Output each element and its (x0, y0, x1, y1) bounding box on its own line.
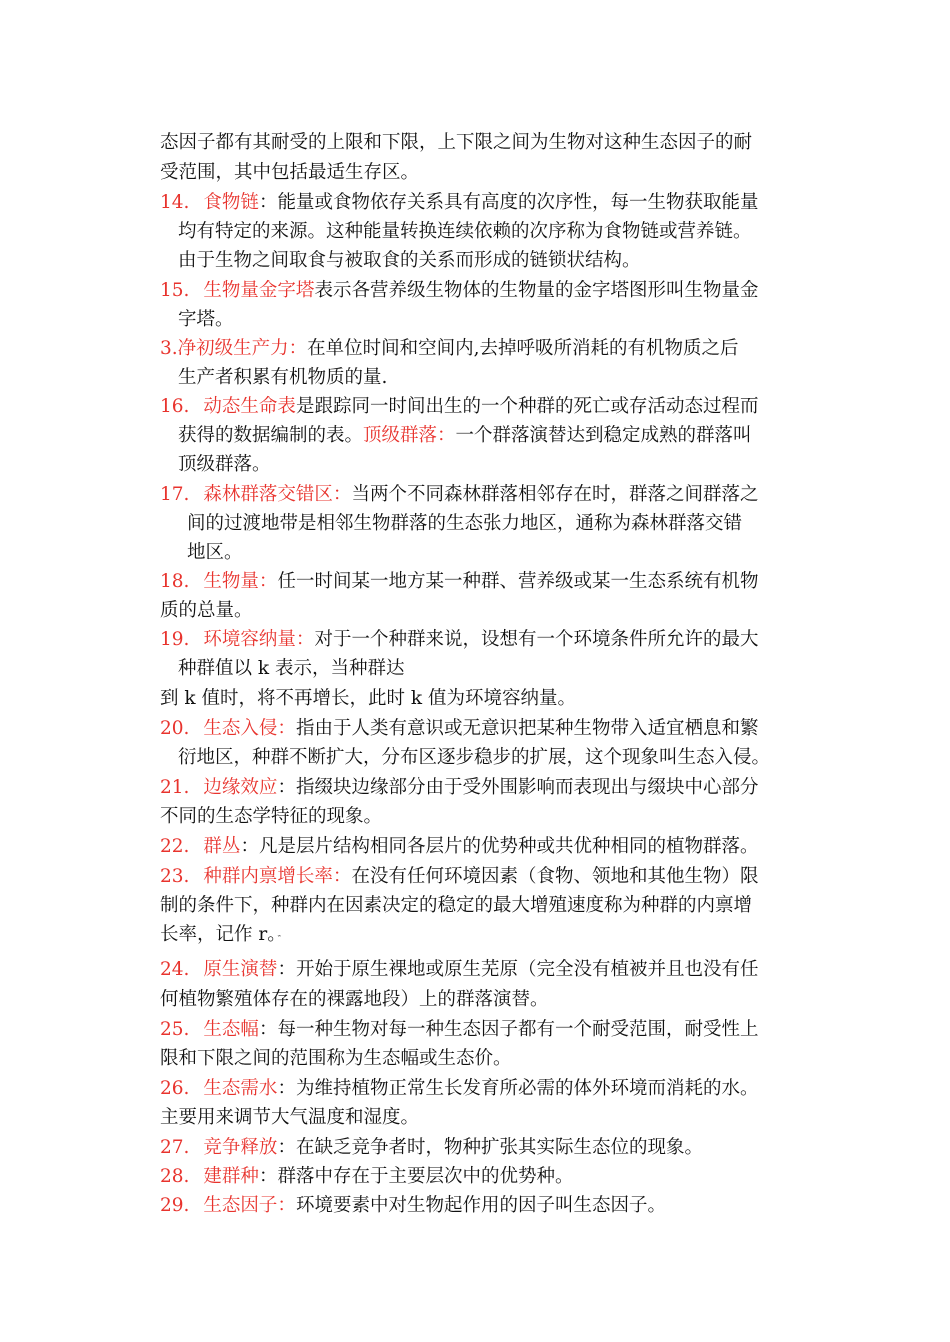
text-line (160, 985, 549, 1015)
term-label: 食物链 (203, 192, 259, 213)
definition-text: 长率，记作 r。 (160, 924, 286, 945)
text-line (178, 305, 234, 335)
text-line (160, 955, 758, 985)
definition-text: 生产者积累有机物质的量. (178, 367, 388, 388)
text-line (160, 334, 739, 364)
term-label: 25. (160, 1019, 190, 1040)
definition-text: ：能量或食物依存关系具有高度的次序性，每一生物获取能量 (258, 192, 759, 213)
definition-text: 在没有任何环境因素（食物、领地和其他生物）限 (351, 866, 759, 887)
term-label: 原生演替 (203, 959, 278, 980)
definition-text: 到 k 值时，将不再增长，此时 k 值为环境容纳量。 (160, 688, 576, 709)
definition-text: ：每一种生物对每一种生态因子都有一个耐受范围，耐受性上 (258, 1019, 759, 1040)
text-line (160, 276, 758, 306)
text-line (160, 1074, 758, 1104)
term-label: 种群内禀增长率： (203, 866, 352, 887)
text-line (160, 1015, 758, 1045)
definition-text: 限和下限之间的范围称为生态幅或生态价。 (160, 1048, 512, 1069)
text-line (178, 654, 404, 684)
definition-text: 字塔。 (178, 309, 234, 330)
definition-text: 指由于人类有意识或无意识把某种生物带入适宜栖息和繁 (295, 718, 759, 739)
definition-text: 受范围，其中包括最适生存区。 (160, 162, 420, 183)
text-line (160, 625, 758, 655)
definition-text: 任一时间某一地方某一种群、营养级或某一生态系统有机物 (277, 571, 759, 592)
definition-text: 何植物繁殖体存在的裸露地段）上的群落演替。 (160, 989, 549, 1010)
term-label: 20. (160, 718, 190, 739)
text-line (160, 188, 758, 218)
text-line (160, 158, 419, 188)
definition-text: 主要用来调节大气温度和湿度。 (160, 1107, 420, 1128)
definition-text: 态因子都有其耐受的上限和下限，上下限之间为生物对这种生态因子的耐 (160, 132, 753, 153)
definition-text: 不同的生态学特征的现象。 (160, 806, 383, 827)
text-line (178, 421, 752, 451)
text-line (160, 891, 752, 921)
definition-text: ：为维持植物正常生长发育所必需的体外环境而消耗的水。 (277, 1078, 759, 1099)
text-line (160, 920, 286, 950)
definition-text: ：凡是层片结构相同各层片的优势种或共优种相同的植物群落。 (240, 836, 759, 857)
text-line (160, 684, 576, 714)
term-label: 群丛 (203, 836, 241, 857)
definition-text: 对于一个种群来说，设想有一个环境条件所允许的最大 (314, 629, 759, 650)
term-label: 竞争释放 (203, 1137, 278, 1158)
definition-text: 一个群落演替达到稳定成熟的群落叫 (455, 425, 752, 446)
definition-text: 质的总量。 (160, 600, 253, 621)
text-line (160, 802, 382, 832)
text-line (160, 832, 758, 862)
term-label: 21. (160, 777, 190, 798)
term-label: 生态入侵： (203, 718, 296, 739)
term-label: 动态生命表 (203, 396, 296, 417)
text-line (160, 773, 758, 803)
term-label: 顶级群落： (363, 425, 456, 446)
term-label: 29. (160, 1195, 190, 1216)
term-label: 生物量金字塔 (203, 280, 315, 301)
term-label: 14. (160, 192, 190, 213)
text-line (178, 450, 271, 480)
definition-text: 由于生物之间取食与被取食的关系而形成的链锁状结构。 (178, 250, 641, 271)
term-label: 22. (160, 836, 190, 857)
term-label: 19. (160, 629, 190, 650)
term-label: 18. (160, 571, 190, 592)
term-label: 建群种 (203, 1166, 259, 1187)
text-line (160, 714, 758, 744)
term-label: 16. (160, 396, 190, 417)
definition-text: ：指缀块边缘部分由于受外围影响而表现出与缀块中心部分 (277, 777, 759, 798)
term-label: 生态因子： (203, 1195, 296, 1216)
text-line (187, 538, 243, 568)
text-line (178, 743, 770, 773)
term-label: 净初级生产力： (177, 338, 308, 359)
term-label: 环境容纳量： (203, 629, 315, 650)
text-line (178, 246, 641, 276)
text-line (160, 1103, 419, 1133)
term-label: 边缘效应 (203, 777, 278, 798)
definition-text: 间的过渡地带是相邻生物群落的生态张力地区，通称为森林群落交错 (187, 513, 743, 534)
definition-text: 地区。 (187, 542, 243, 563)
text-line (160, 596, 253, 626)
definition-text: ：开始于原生裸地或原生芜原（完全没有植被并且也没有任 (277, 959, 759, 980)
term-label: 生态需水 (203, 1078, 278, 1099)
definition-text: 顶级群落。 (178, 454, 271, 475)
text-line (160, 128, 752, 158)
definition-text: 环境要素中对生物起作用的因子叫生态因子。 (295, 1195, 666, 1216)
definition-text: 当两个不同森林群落相邻存在时，群落之间群落之 (351, 484, 759, 505)
term-label: 24. (160, 959, 190, 980)
definition-text: ：群落中存在于主要层次中的优势种。 (258, 1166, 574, 1187)
term-label: 27. (160, 1137, 190, 1158)
text-line (160, 1191, 666, 1221)
term-label: 森林群落交错区： (203, 484, 352, 505)
text-line (160, 480, 758, 510)
text-line (160, 1044, 512, 1074)
term-label: 生物量： (203, 571, 278, 592)
text-line (160, 862, 758, 892)
text-line (160, 1162, 573, 1192)
definition-text: 在单位时间和空间内,去掉呼吸所消耗的有机物质之后 (307, 338, 739, 359)
definition-text: 衍地区，种群不断扩大，分布区逐步稳步的扩展，这个现象叫生态入侵。 (178, 747, 771, 768)
term-label: 3. (160, 338, 178, 359)
definition-text: 种群值以 k 表示，当种群达 (178, 658, 405, 679)
definition-text: ：在缺乏竞争者时，物种扩张其实际生态位的现象。 (277, 1137, 703, 1158)
text-line (160, 392, 758, 422)
text-line (178, 217, 752, 247)
term-label: 17. (160, 484, 190, 505)
definition-text: 制的条件下，种群内在因素决定的稳定的最大增殖速度称为种群的内禀增 (160, 895, 753, 916)
definition-text: 是跟踪同一时间出生的一个种群的死亡或存活动态过程而 (295, 396, 759, 417)
term-label: 23. (160, 866, 190, 887)
term-label: 28. (160, 1166, 190, 1187)
text-line (160, 567, 758, 597)
definition-text: 表示各营养级生物体的生物量的金字塔图形叫生物量金 (314, 280, 759, 301)
term-label: 15. (160, 280, 190, 301)
definition-text: 获得的数据编制的表。 (178, 425, 364, 446)
text-line (160, 1133, 703, 1163)
definition-text: 均有特定的来源。这种能量转换连续依赖的次序称为食物链或营养链。 (178, 221, 752, 242)
term-label: 26. (160, 1078, 190, 1099)
text-line (178, 363, 387, 393)
text-line (187, 509, 742, 539)
term-label: 生态幅 (203, 1019, 259, 1040)
